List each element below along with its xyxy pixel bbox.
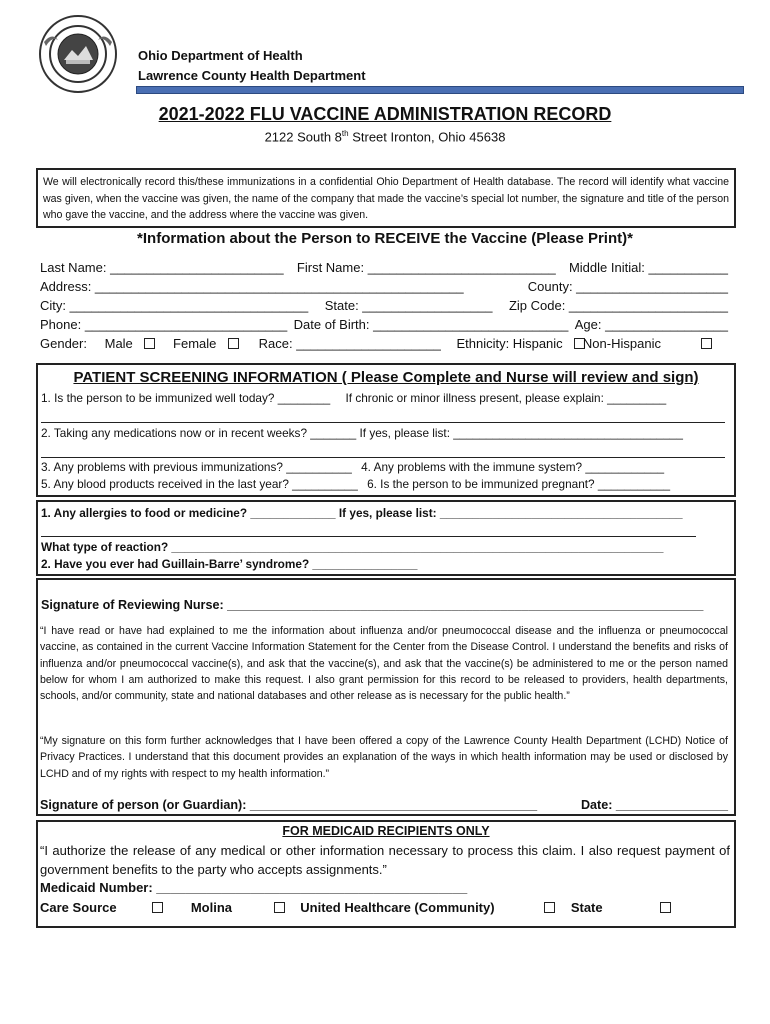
phone-field[interactable]: Phone: ____________________________ [40,317,288,332]
allergy-blank-line[interactable] [41,522,696,537]
medicaid-heading: FOR MEDICAID RECIPIENTS ONLY [282,824,490,838]
care-source-label: Care Source [40,900,117,915]
consent-paragraph: “I have read or have had explained to me the information about influenza and/or pneumococcal disease and the influenza or pneumococcal vaccine, as contained in the current Vaccine Information Statement for the Center from the Disease Control. I understand the benefits and risks of influenza and/or pneumococcal vaccine(s), and ask that the vaccine(s), and ask that the vaccine(s) be administered to me or the person named below for whom I am authorized to make this request. I also grant permission for this record to be released to providers, health departments, schools, and/or community, state and national databases and other release as is necessary for the public health.” [40,625,728,703]
non-hispanic-label: Non-Hispanic [582,336,661,351]
male-checkbox[interactable] [144,338,155,349]
state-field[interactable]: State: __________________ [324,298,493,313]
male-label: Male [104,336,133,351]
medicaid-authorization: “I authorize the release of any medical or other information necessary to process this claim. I also request payment of government benefits to the party who accepts assignments.” [40,843,730,877]
allergy-question[interactable]: 1. Any allergies to food or medicine? _____________ If yes, please list: _____________________________________ [41,506,683,520]
q2-medications[interactable]: 2. Taking any medications now or in recent weeks? _______ If yes, please list: ___________________________________ [41,426,683,440]
county-seal-logo [38,14,118,94]
state-plan-checkbox[interactable] [660,902,671,913]
guardian-signature-field[interactable]: Signature of person (or Guardian): _________________________________________ [40,798,538,812]
ethnicity-hispanic-label: Ethnicity: Hispanic [456,336,563,351]
q5-blood-products[interactable]: 5. Any blood products received in the last year? __________ [41,477,358,491]
header-rule [136,86,744,94]
dob-field[interactable]: Date of Birth: ___________________________ [293,317,569,332]
intro-notice: We will electronically record this/these immunizations in a confidential Ohio Department of Health database. The record will identify what vaccine was given, when the vaccine was given, the name of the company that made the vaccine’s special lot number, the signature and title of the person who gave the vaccine, and the address where the vaccine was given. [36,168,736,228]
guillain-barre-question[interactable]: 2. Have you ever had Guillain-Barre’ syndrome? ________________ [41,557,418,571]
q6-pregnant[interactable]: 6. Is the person to be immunized pregnant? ___________ [367,477,671,491]
age-field[interactable]: Age: _________________ [574,317,728,332]
privacy-acknowledgement: “My signature on this form further acknowledges that I have been offered a copy of the Lawrence County Health Department (LCHD) Notice of Privacy Practices. I understand that this document provides an explanation of the ways in which health information may be used or disclosed by LCHD and of my rights with respect to my health information.” [40,735,728,780]
form-address: 2122 South 8th Street Ironton, Ohio 45638 [264,129,506,145]
zip-field[interactable]: Zip Code: ______________________ [508,298,728,313]
reaction-type-field[interactable]: What type of reaction? ___________________________________________________________________________ [41,540,664,554]
state-plan-label: State [570,900,603,915]
q1-illness-explain[interactable]: If chronic or minor illness present, please explain: _________ [345,391,667,405]
care-source-checkbox[interactable] [152,902,163,913]
recipient-heading: *Information about the Person to RECEIVE the Vaccine (Please Print)* [137,230,633,247]
medicaid-number-field[interactable]: Medicaid Number: ___________________________________________ [40,880,468,895]
non-hispanic-checkbox[interactable] [701,338,712,349]
address-field[interactable]: Address: ___________________________________________________ [40,279,464,294]
female-label: Female [173,336,217,351]
q1-well-today[interactable]: 1. Is the person to be immunized well today? ________ [41,391,331,405]
org-line-state: Ohio Department of Health [138,48,303,63]
molina-label: Molina [190,900,233,915]
date-field[interactable]: Date: ________________ [580,798,728,812]
q1-blank-line[interactable] [41,408,725,423]
q3-previous-immunizations[interactable]: 3. Any problems with previous immunizations? __________ [41,460,352,474]
last-name-field[interactable]: Last Name: ________________________ [40,260,284,275]
middle-initial-field[interactable]: Middle Initial: ___________ [568,260,728,275]
molina-checkbox[interactable] [274,902,285,913]
gender-label: Gender: [40,336,87,351]
q4-immune-system[interactable]: 4. Any problems with the immune system? ____________ [361,460,665,474]
city-field[interactable]: City: _________________________________ [40,298,309,313]
form-title: 2021-2022 FLU VACCINE ADMINISTRATION RECORD [158,104,612,124]
county-field[interactable]: County: _____________________ [527,279,728,294]
female-checkbox[interactable] [228,338,239,349]
nurse-signature-field[interactable]: Signature of Reviewing Nurse: ____________________________________________________________________ [41,598,704,612]
first-name-field[interactable]: First Name: __________________________ [296,260,556,275]
screening-heading: PATIENT SCREENING INFORMATION ( Please Complete and Nurse will review and sign) [73,369,699,386]
united-healthcare-checkbox[interactable] [544,902,555,913]
q2-blank-line[interactable] [41,443,725,458]
org-line-county: Lawrence County Health Department [138,68,366,83]
united-healthcare-label: United Healthcare (Community) [300,900,495,915]
race-field[interactable]: Race: ____________________ [258,336,441,351]
